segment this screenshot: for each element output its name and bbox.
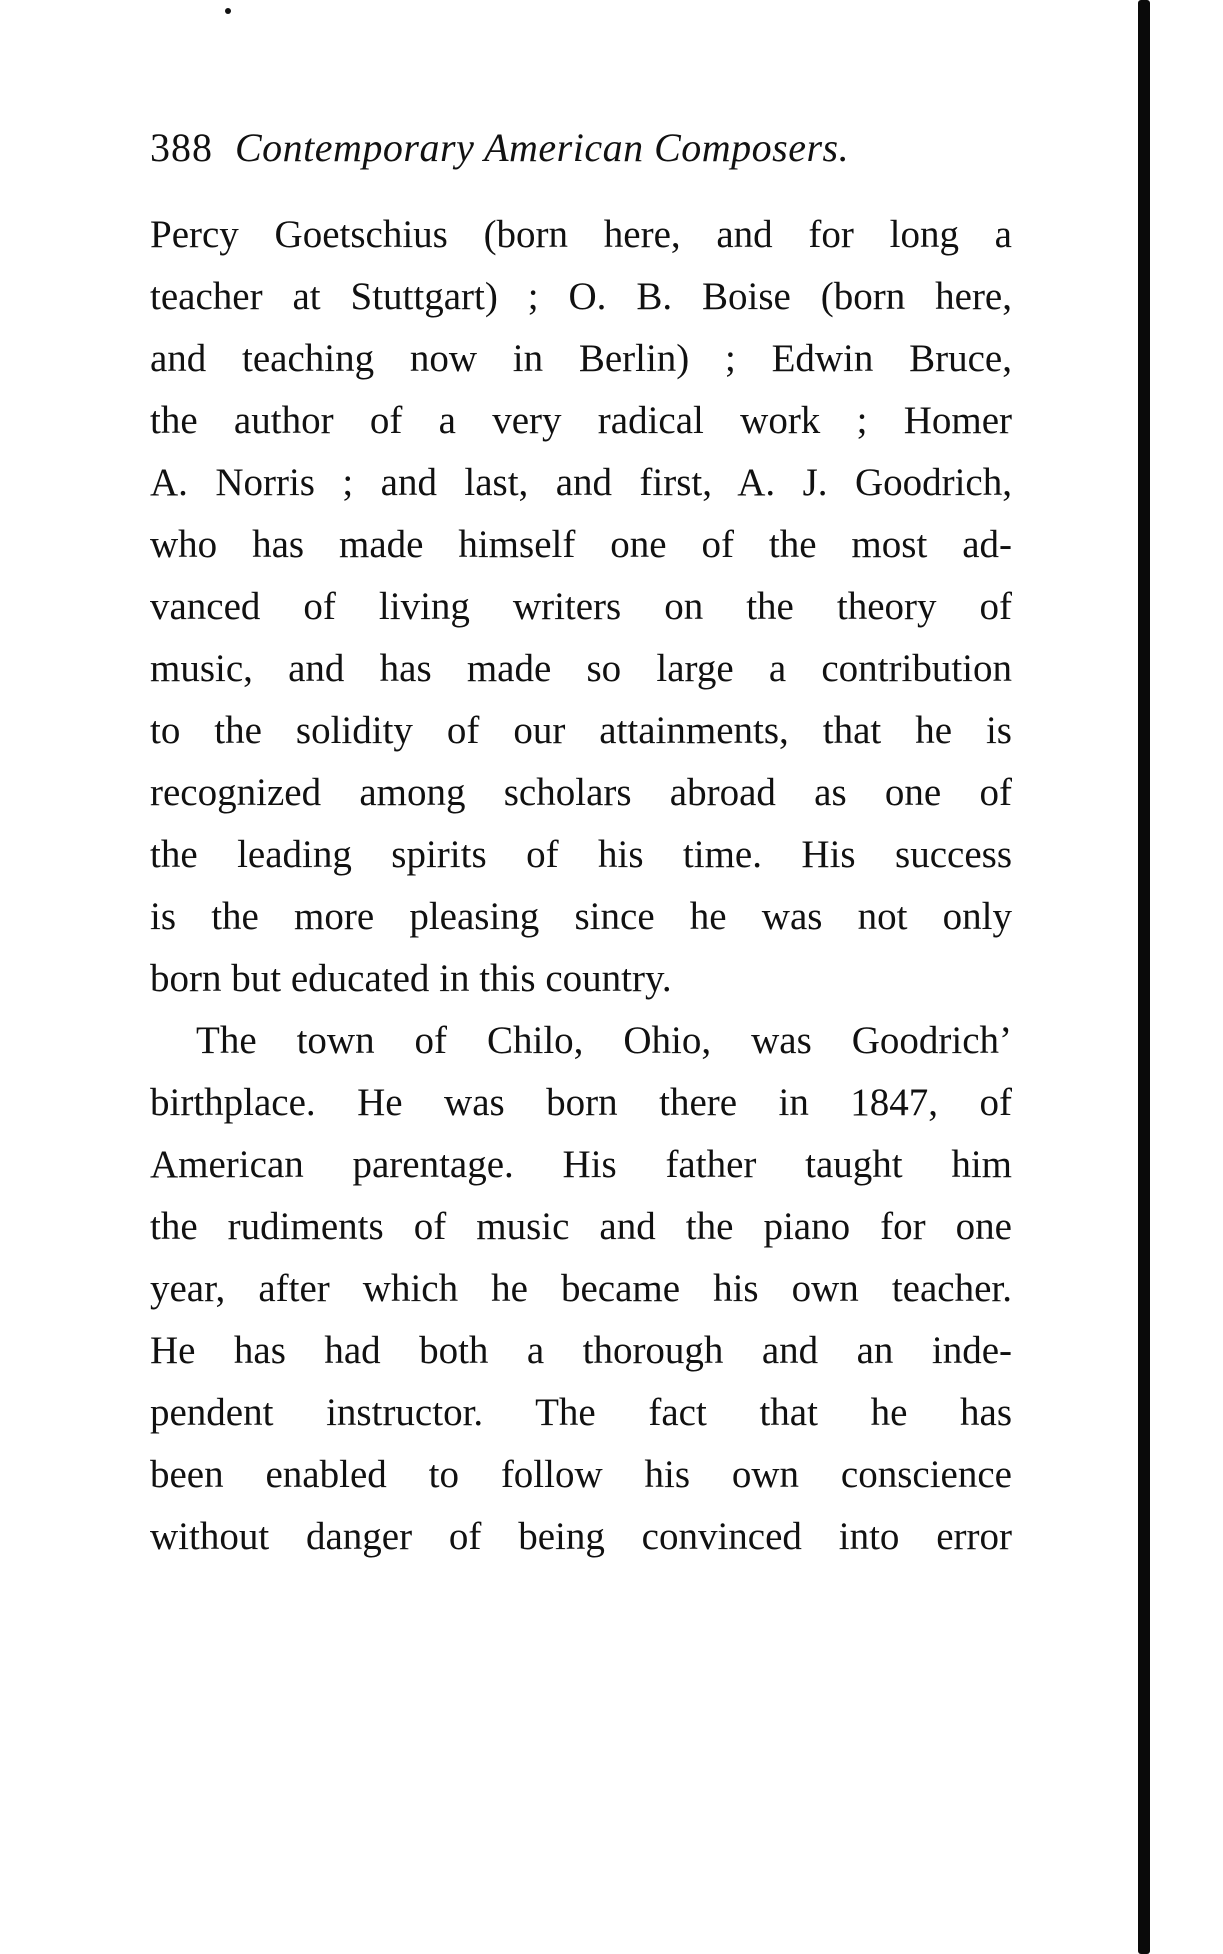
text-line: born but educated in this country. (150, 957, 672, 1000)
book-page (150, 118, 1012, 1568)
text-line: to the solidity of our attainments, that he is (150, 709, 1012, 752)
text-line: The town of Chilo, Ohio, was Goodrich’ (196, 1019, 1012, 1062)
text-line: who has made himself one of the most ad- (150, 523, 1012, 566)
text-line: the leading spirits of his time. His success (150, 833, 1012, 876)
text-line: and teaching now in Berlin) ; Edwin Bruce, (150, 337, 1012, 380)
text-line: is the more pleasing since he was not only (150, 895, 1012, 938)
text-line: birthplace. He was born there in 1847, of (150, 1081, 1012, 1124)
text-line: American parentage. His father taught him (150, 1143, 1012, 1186)
text-line: He has had both a thorough and an inde- (150, 1329, 1012, 1372)
text-line: been enabled to follow his own conscience (150, 1453, 1012, 1496)
binding-edge-shadow (1138, 0, 1150, 1954)
text-line: A. Norris ; and last, and first, A. J. Goodrich, (150, 461, 1012, 504)
body-text (150, 204, 1012, 1568)
page-number: 388 (150, 125, 213, 170)
text-line: music, and has made so large a contribution (150, 647, 1012, 690)
text-line: the rudiments of music and the piano for one (150, 1205, 1012, 1248)
text-line: teacher at Stuttgart) ; O. B. Boise (born here, (150, 275, 1012, 318)
book-title: Contemporary American Composers. (235, 125, 850, 170)
running-head (150, 118, 1012, 178)
paragraph-1 (150, 204, 1012, 1010)
text-line: year, after which he became his own teacher. (150, 1267, 1012, 1310)
paragraph-2 (150, 1010, 1012, 1568)
scan-speck (225, 8, 231, 14)
text-line: vanced of living writers on the theory of (150, 585, 1012, 628)
text-line: Percy Goetschius (born here, and for long a (150, 213, 1012, 256)
text-line: the author of a very radical work ; Homer (150, 399, 1012, 442)
text-line: without danger of being convinced into error (150, 1515, 1012, 1558)
text-line: recognized among scholars abroad as one of (150, 771, 1012, 814)
text-line: pendent instructor. The fact that he has (150, 1391, 1012, 1434)
